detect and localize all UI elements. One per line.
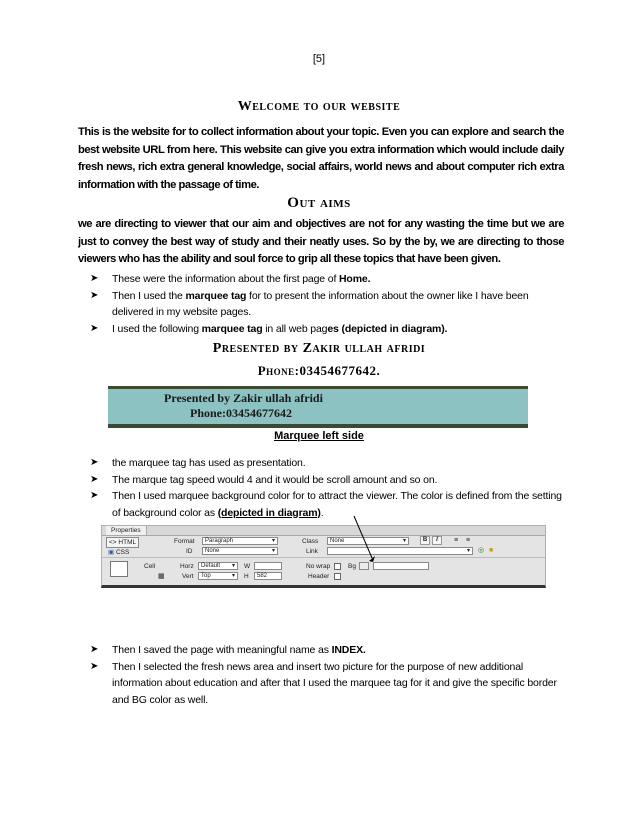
page-number: [5] <box>312 53 326 65</box>
marquee-line-2: Phone:03454677642 <box>190 406 292 420</box>
item-text: the marquee tag has used as presentation. <box>112 457 306 469</box>
chevron-down-icon: ▾ <box>231 573 235 579</box>
list-icon: ≡ <box>454 537 459 544</box>
html-mode-button: <> HTML <box>106 537 139 548</box>
marquee-line-1: Presented by Zakir ullah afridi <box>164 391 323 405</box>
figure-caption: Marquee left side <box>274 430 364 442</box>
item-bold: marquee tag <box>185 289 247 302</box>
merge-cells-icon: ▦ <box>158 573 165 580</box>
bullet-list-3 <box>90 642 564 708</box>
format-select: Paragraph ▾ <box>202 537 278 545</box>
arrow-bullet-icon: ➤ <box>90 289 99 301</box>
folder-icon: ■ <box>489 547 494 554</box>
h-input: 582 <box>254 572 282 580</box>
point-to-file-icon: ◎ <box>478 547 485 554</box>
item-text-post: . <box>320 506 324 519</box>
annotation-arrow-line <box>354 516 372 558</box>
arrow-bullet-icon: ➤ <box>90 490 99 501</box>
item-bold-2: es (depicted in diagram). <box>327 322 448 335</box>
item-text-mid: in all web pag <box>262 322 328 335</box>
item-bold: INDEX. <box>331 644 366 656</box>
arrow-bullet-icon: ➤ <box>90 273 99 284</box>
chevron-down-icon: ▾ <box>402 538 406 544</box>
arrow-bullet-icon: ➤ <box>90 457 99 468</box>
bg-label: Bg <box>348 563 356 570</box>
horz-select: Default ▾ <box>198 562 238 570</box>
presented-by-heading: Presented by Zakir ullah afridi <box>212 341 426 356</box>
vert-select: Top ▾ <box>198 572 238 580</box>
w-label: W <box>244 563 251 570</box>
item-text: I used the following <box>112 322 202 335</box>
chevron-down-icon: ▾ <box>231 563 235 569</box>
arrow-bullet-icon: ➤ <box>90 322 99 334</box>
item-bold: (depicted in diagram) <box>217 506 321 519</box>
list-item <box>90 659 564 709</box>
item-text: Then I saved the page with meaningful name as <box>112 644 332 656</box>
properties-tab: Properties <box>106 526 147 535</box>
ordered-list-icon: ≡ <box>466 537 471 544</box>
item-text: Then I used marquee background color for to attract the viewer. The color is defined from the setting of background color as <box>112 490 562 519</box>
item-text: Then I used the <box>112 289 186 302</box>
chevron-down-icon: ▾ <box>466 548 470 554</box>
aims-heading: Out aims <box>287 195 351 211</box>
css-icon: ▣ <box>108 549 115 556</box>
arrow-bullet-icon: ➤ <box>90 660 99 672</box>
id-select: None ▾ <box>202 547 278 555</box>
item-bold: marquee tag <box>201 322 263 335</box>
aims-paragraph: we are directing to viewer that our aim and objectives are not for any wasting the time but we are just to convey the best way of study and their neatly uses. So by the by, we are directing to those viewers who has the ability and soul force to grip all these topics that have been given. <box>78 218 564 265</box>
header-label: Header <box>308 573 330 580</box>
list-item <box>90 642 564 659</box>
arrow-bullet-icon: ➤ <box>90 644 99 655</box>
item-text-post: for to present the information about the owner like I have been delivered in my website pages. <box>112 289 529 318</box>
class-select: None ▾ <box>327 537 409 545</box>
phone-heading: Phone:03454677642. <box>257 363 381 378</box>
vert-label: Vert <box>182 573 194 580</box>
welcome-heading: Welcome to our website <box>237 99 401 114</box>
welcome-paragraph: This is the website for to collect information about your topic. Even you can explore and search the best website URL from here. This website can give you extra information which would include daily fresh news, rich extra general knowledge, social affairs, world news and about computer rich extra information with the passage of time. <box>78 126 564 191</box>
chevron-down-icon: ▾ <box>271 538 275 544</box>
bold-button: B <box>420 536 430 545</box>
item-text: These were the information about the first page of <box>112 273 339 285</box>
cell-label: Cell <box>144 563 156 570</box>
class-label: Class <box>302 538 319 545</box>
h-label: H <box>244 573 249 580</box>
link-label: Link <box>306 548 318 555</box>
horz-label: Horz <box>180 563 194 570</box>
format-label: Format <box>174 538 195 545</box>
css-mode-button: ▣ CSS <box>108 549 130 556</box>
item-text: The marque tag speed would 4 and it would be scroll amount and so on. <box>112 473 438 486</box>
arrow-bullet-icon: ➤ <box>90 473 99 485</box>
chevron-down-icon: ▾ <box>271 548 275 554</box>
italic-button: I <box>432 536 442 545</box>
item-text: Then I selected the fresh news area and insert two picture for the purpose of new additional information about education and after that I used the marquee tag for it and give the specific border and BG color as well. <box>112 660 557 706</box>
id-label: ID <box>186 548 193 555</box>
item-bold: Home. <box>339 273 371 285</box>
nowrap-label: No wrap <box>306 563 331 570</box>
